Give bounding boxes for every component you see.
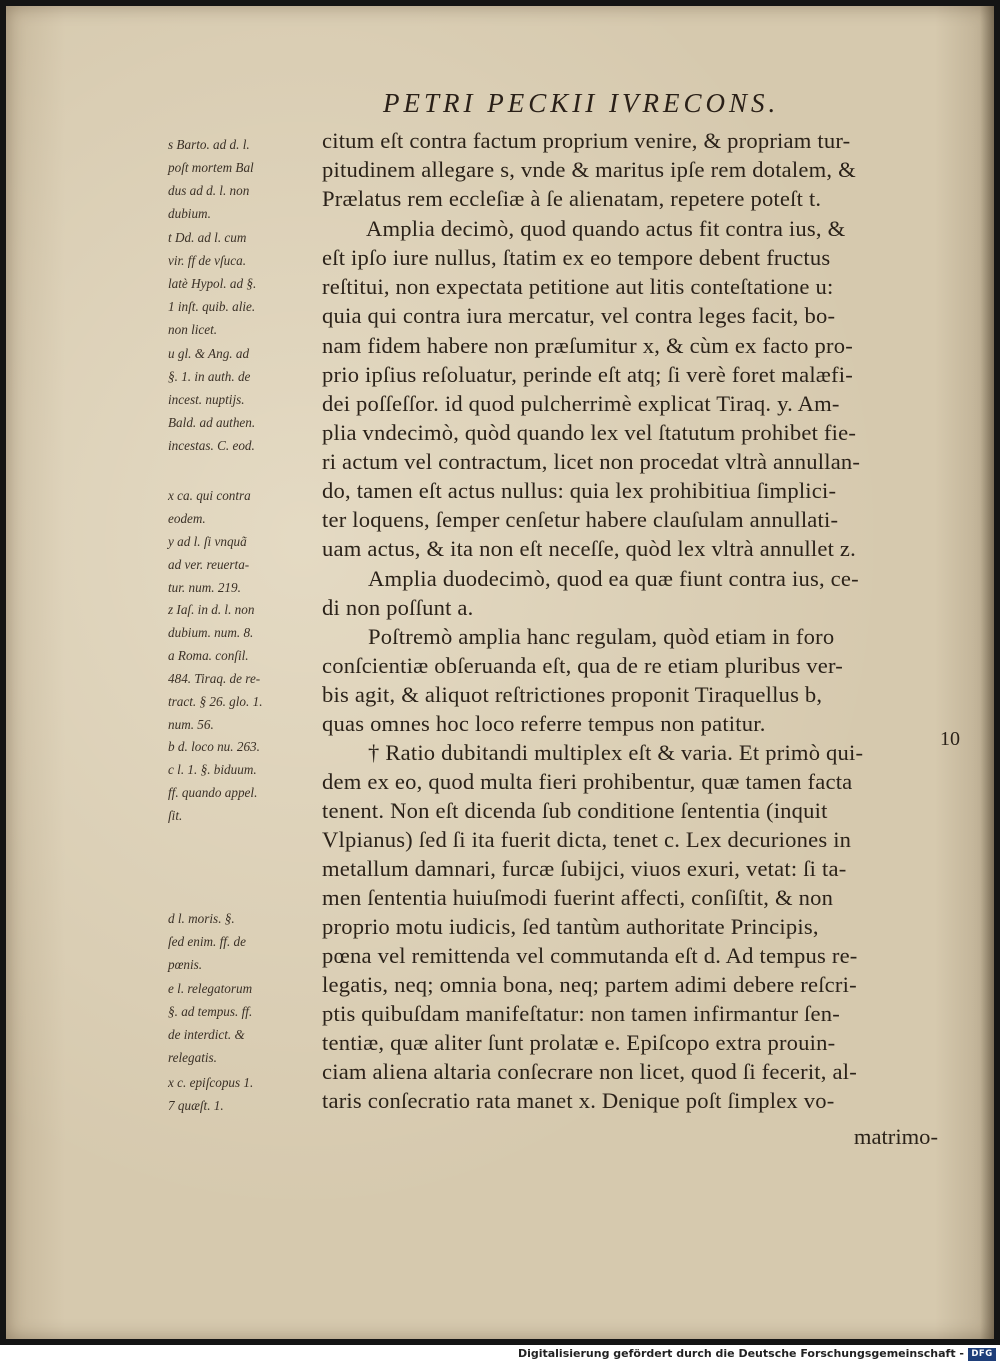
text-line: eſt ipſo iure nullus, ſtatim ex eo tempore debent fructus [322, 245, 831, 270]
margin-note-x2: x c. epiſcopus 1. 7 quæſt. 1. [168, 1075, 254, 1113]
text-line: Vlpianus) ſed ſi ita fuerit dicta, tenet c. Lex decuriones in [322, 827, 852, 852]
digitization-footer [0, 1345, 1000, 1365]
margin-note-u: u gl. & Ang. ad §. 1. in auth. de incest. nuptijs. Bald. ad authen. incestas. C. eod. [168, 346, 256, 453]
text-line: bis agit, & aliquot reſtrictiones proponit Tiraquellus b, [322, 682, 823, 707]
dfg-logo: DFG [968, 1348, 996, 1361]
text-line: metallum damnari, furcæ ſubijci, viuos exuri, vetat: ſi ta- [322, 856, 847, 881]
text-line: dei poſſeſſor. id quod pulcherrimè explicat Tiraq. y. Am- [322, 391, 840, 416]
text-line: conſcientiæ obſeruanda eſt, qua de re etiam pluribus ver- [322, 653, 844, 678]
text-line: reſtitui, non expectata petitione aut litis conteſtatione u: [322, 274, 834, 299]
margin-note-t: t Dd. ad l. cum vir. ff de vſuca. latè Hypol. ad §. 1 inſt. quib. alie. non licet. [168, 230, 257, 337]
text-line: Amplia decimò, quod quando actus fit contra ius, & [366, 216, 846, 241]
text-line: men ſententia huiuſmodi fuerint affecti, conſiſtit, & non [322, 885, 834, 910]
line-number-marker: 10 [940, 728, 960, 750]
margin-note-c: c l. 1. §. biduum. ff. quando appel. ſit. [168, 762, 258, 823]
text-line: † Ratio dubitandi multiplex eſt & varia. Et primò qui- [368, 740, 864, 765]
text-line: citum eſt contra factum proprium venire, & propriam tur- [322, 128, 851, 153]
margin-note-b: b d. loco nu. 263. [168, 739, 260, 754]
text-line: tenent. Non eſt dicenda ſub conditione ſententia (inquit [322, 798, 828, 823]
text-line: dem ex eo, quod multa fieri prohibentur, quæ tamen facta [322, 769, 853, 794]
text-line: pitudinem allegare s, vnde & maritus ipſe rem dotalem, & [322, 157, 856, 182]
text-line: nam fidem habere non præſumitur x, & cùm ex facto pro- [322, 333, 853, 358]
text-line: ter loquens, ſemper cenſetur habere clauſulam annullati- [322, 507, 839, 532]
catchword: matrimo- [853, 1124, 938, 1149]
text-line: quia qui contra iura mercatur, vel contra leges facit, bo- [322, 303, 836, 328]
margin-note-a: a Roma. conſil. 484. Tiraq. de re- tract. § 26. glo. 1. num. 56. [168, 648, 263, 732]
running-head: PETRI PECKII IVRECONS. [383, 88, 780, 118]
text-line: uam actus, & ita non eſt neceſſe, quòd lex vltrà annullet z. [322, 536, 856, 561]
text-line: tentiæ, quæ aliter ſunt prolatæ e. Epiſcopo extra prouin- [322, 1030, 836, 1055]
text-line: legatis, neq; omnia bona, neq; partem adimi debere reſcri- [322, 972, 857, 997]
page-edge-shadow [980, 6, 994, 1339]
margin-note-d: d l. moris. §. ſed enim. ff. de pœnis. [168, 911, 247, 972]
margin-note-z: z Iaſ. in d. l. non dubium. num. 8. [168, 602, 255, 640]
margin-note-e: e l. relegatorum §. ad tempus. ff. de interdict. & relegatis. [168, 981, 253, 1065]
text-line: prio ipſius reſoluatur, perinde eſt atq; ſi verè foret malæfi- [322, 362, 853, 387]
text-line: di non poſſunt a. [322, 595, 474, 620]
text-line: quas omnes hoc loco referre tempus non patitur. [322, 711, 766, 736]
text-line: Poſtremò amplia hanc regulam, quòd etiam in foro [368, 624, 835, 649]
text-line: taris conſecratio rata manet x. Denique poſt ſimplex vo- [322, 1088, 835, 1113]
funding-notice: Digitalisierung gefördert durch die Deutsche Forschungsgemeinschaft - [517, 1347, 964, 1360]
text-line: Prælatus rem eccleſiæ à ſe alienatam, repetere poteſt t. [322, 186, 822, 211]
text-line: pœna vel remittenda vel commutanda eſt d. Ad tempus re- [322, 943, 858, 968]
margin-note-x: x ca. qui contra eodem. [168, 488, 251, 526]
text-line: plia vndecimò, quòd quando lex vel ſtatutum prohibet fie- [322, 420, 857, 445]
text-line: ri actum vel contractum, licet non procedat vltrà annullan- [322, 449, 861, 474]
text-line: proprio motu iudicis, ſed tantùm authoritate Principis, [322, 914, 819, 939]
margin-note-s: s Barto. ad d. l. poſt mortem Bal dus ad d. l. non dubium. [168, 137, 254, 221]
text-line: do, tamen eſt actus nullus: quia lex prohibitiua ſimplici- [322, 478, 837, 503]
margin-note-y: y ad l. ſi vnquã ad ver. reuerta- tur. num. 219. [168, 534, 250, 595]
text-line: ciam aliena altaria conſecrare non licet, quod ſi fecerit, al- [322, 1059, 857, 1084]
text-line: Amplia duodecimò, quod ea quæ fiunt contra ius, ce- [368, 566, 859, 591]
text-line: ptis quibuſdam manifeſtatur: non tamen infirmantur ſen- [322, 1001, 840, 1026]
